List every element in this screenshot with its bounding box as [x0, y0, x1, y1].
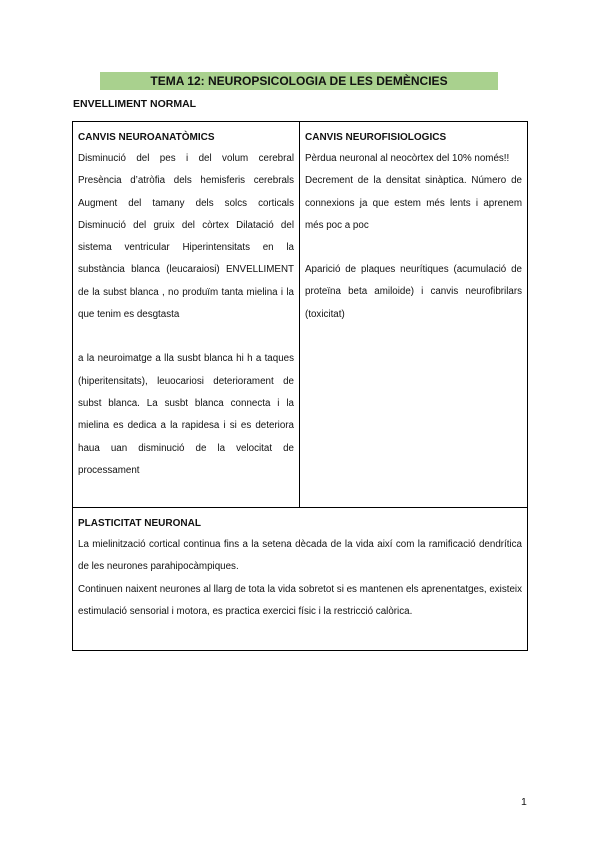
document-title: TEMA 12: NEUROPSICOLOGIA DE LES DEMÈNCIES — [100, 72, 498, 90]
table-cell-neurophysiologic — [299, 121, 528, 508]
neuroanatomic-heading: CANVIS NEUROANATÒMICS — [78, 132, 215, 143]
neuroanatomic-text-2: a la neuroimatge a lla susbt blanca hi h a taques (hiperitensitats), leuocariosi deteriorament de subst blanca. La susbt blanca connecta i la mielina es dedica a la rapidesa i si es deteriora haua uan disminució de la velocitat de processament — [78, 353, 294, 476]
table-cell-neuroanatomic — [72, 121, 300, 508]
neurophysiologic-text-1: Pèrdua neuronal al neocòrtex del 10% només!! — [305, 153, 510, 164]
neurophysiologic-text-2: Decrement de la densitat sinàptica. Número de connexions ja que estem més lents i aprenem més poc a poc — [305, 175, 522, 231]
plasticity-text-1: La mielinització cortical continua fins a la setena dècada de la vida així com la ramificació dendrítica de les neurones parahipocàmpiques. — [78, 539, 522, 573]
section-heading: ENVELLIMENT NORMAL — [73, 98, 197, 110]
neurophysiologic-text-3: Aparició de plaques neurítiques (acumulació de proteïna beta amiloide) i canvis neurofibrilars (toxicitat) — [305, 264, 522, 320]
table-cell-plasticity — [72, 507, 528, 651]
plasticity-heading: PLASTICITAT NEURONAL — [78, 518, 201, 529]
page-number: 1 — [521, 796, 527, 808]
neuroanatomic-text-1: Disminució del pes i del volum cerebral Presència d’atròfia dels hemisferis cerebrals Augment del tamany dels solcs corticals Disminució del gruix del còrtex Dilatació del sistema ventricular Hiperintensitats en la substància blanca (leucaraiosi) ENVELLIMENT de la subst blanca , no produïm tanta mielina i la que tenim es desgtasta — [78, 153, 294, 321]
neurophysiologic-heading: CANVIS NEUROFISIOLOGICS — [305, 132, 447, 143]
plasticity-text-2: Continuen naixent neurones al llarg de tota la vida sobretot si es mantenen els aprenentatges, existeix estimulació sensorial i motora, es practica exercici físic i la restricció calòrica. — [78, 583, 522, 617]
